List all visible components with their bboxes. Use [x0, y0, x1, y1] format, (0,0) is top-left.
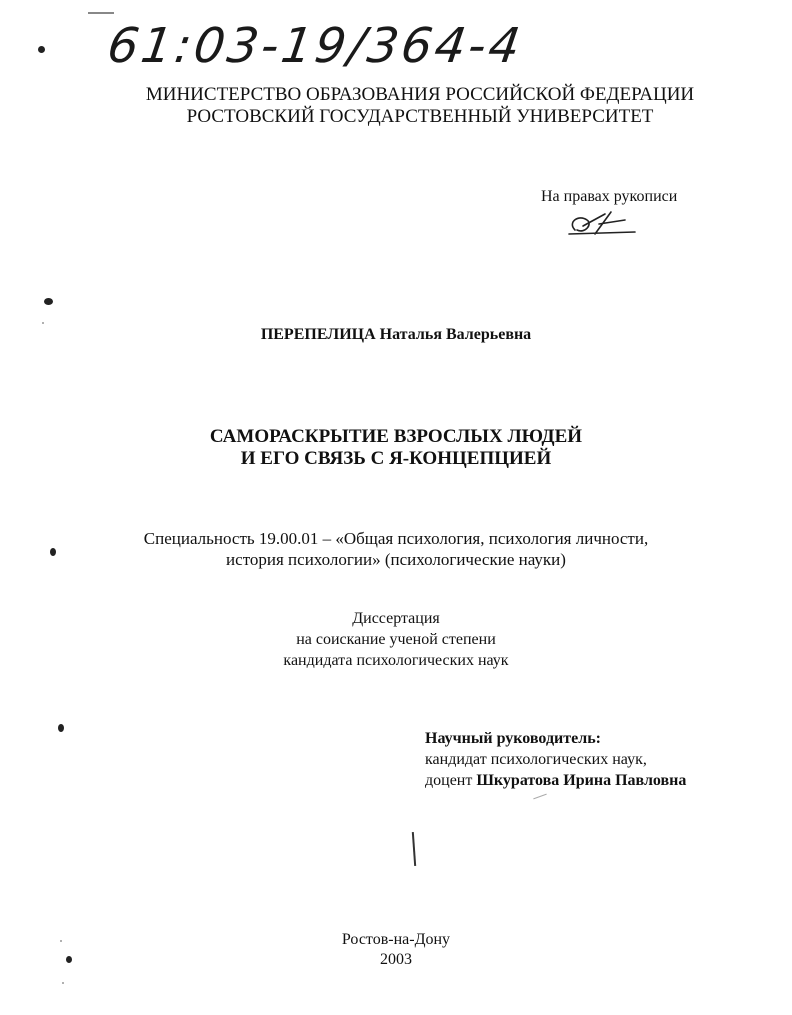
specialty-line-1: Специальность 19.00.01 – «Общая психология, психология личности, [143, 529, 649, 548]
degree-line-3: кандидата психологических наук [283, 652, 509, 669]
author-signature [565, 210, 645, 242]
scan-speck [42, 322, 44, 324]
pencil-stroke [533, 794, 546, 800]
dissertation-title [0, 426, 792, 470]
specialty-line-2: история психологии» (психологические науки) [226, 550, 566, 569]
degree-line-1: Диссертация [352, 610, 440, 627]
punch-hole-mark [38, 46, 45, 53]
ministry-heading: МИНИСТЕРСТВО ОБРАЗОВАНИЯ РОССИЙСКОЙ ФЕДЕРАЦИИ [145, 84, 695, 105]
pencil-stroke [412, 832, 416, 866]
pencil-stroke [88, 12, 114, 14]
supervisor-block [425, 728, 686, 791]
scan-speck [60, 940, 62, 942]
university-heading: РОСТОВСКИЙ ГОСУДАРСТВЕННЫЙ УНИВЕРСИТЕТ [186, 106, 654, 127]
publication-info [0, 930, 792, 970]
supervisor-degree: кандидат психологических наук, [425, 751, 647, 768]
title-line-1: САМОРАСКРЫТИЕ ВЗРОСЛЫХ ЛЮДЕЙ [209, 426, 583, 447]
supervisor-rank: доцент [425, 772, 473, 789]
punch-hole-mark [66, 956, 72, 963]
punch-hole-mark [50, 548, 56, 556]
scan-speck [62, 982, 64, 984]
publication-city: Ростов-на-Дону [341, 931, 451, 948]
title-line-2: И ЕГО СВЯЗЬ С Я-КОНЦЕПЦИЕЙ [240, 448, 552, 469]
manuscript-rights-note: На правах рукописи [541, 188, 678, 205]
supervisor-name: Шкуратова Ирина Павловна [476, 772, 687, 789]
author-name: ПЕРЕПЕЛИЦА Наталья Валерьевна [260, 326, 532, 343]
publication-year: 2003 [380, 951, 412, 968]
specialty-block [0, 528, 792, 570]
handwritten-archive-number: 61:03-19/364-4 [104, 18, 527, 74]
degree-block [0, 608, 792, 671]
punch-hole-mark [44, 298, 53, 305]
supervisor-heading: Научный руководитель: [425, 730, 601, 747]
punch-hole-mark [58, 724, 64, 732]
supervisor-rank-name [425, 770, 686, 791]
degree-line-2: на соискание ученой степени [296, 631, 496, 648]
